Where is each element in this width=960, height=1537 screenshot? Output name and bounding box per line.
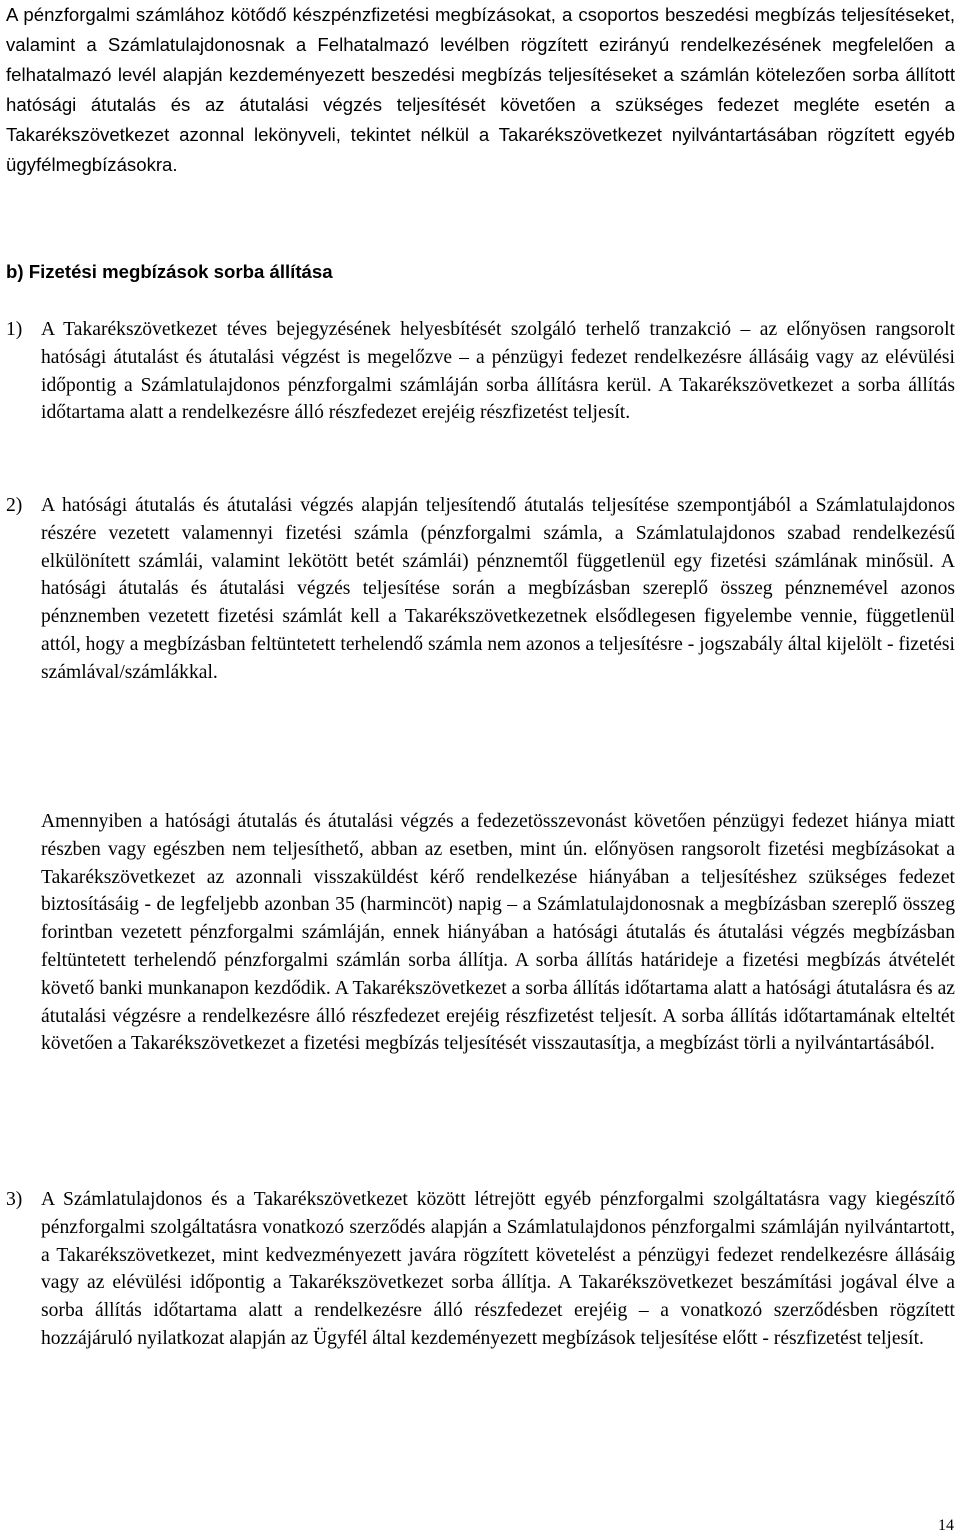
list-item-paragraph: Amennyiben a hatósági átutalás és átutalási végzés a fedezetösszevonást követően pénzügyi fedezet hiánya miatt részben vagy egészben nem teljesíthető, abban az esetben, mint ún. előnyösen rangsorolt fizetési megbízásokat a Takarékszövetkezet az azonnali visszaküldést kérő rendelkezése hiányában a teljesítéshez szükséges fedezet biztosításáig - de legfeljebb azonban 35 (harmincöt) napig – a Számlatulajdonosnak a megbízásban szereplő összeg forintban vezetett pénzforgalmi számláján, ennek hiányában a hatósági átutalás és átutalási végzés megbízásban feltüntetett terhelendő pénzforgalmi számlán sorba állítja. A sorba állítás határideje a fizetési megbízás átvételét követő banki munkanapon kezdődik. A Takarékszövetkezet a sorba állítás időtartama alatt a hatósági átutalásra és az átutalási végzésre a rendelkezésre álló részfedezet erejéig részfizetést teljesít. A sorba állítás időtartamának elteltét követően a Takarékszövetkezet a fizetési megbízás teljesítését visszautasítja, a megbízást törli a nyilvántartásából. [41,811,955,1055]
list-item-body [41,808,955,1058]
list-item-paragraph: A hatósági átutalás és átutalási végzés alapján teljesítendő átutalás teljesítése szempontjából a Számlatulajdonos részére vezetett valamennyi fizetési számla (pénzforgalmi számla, a Számlatulajdonos szabad rendelkezésű elkülönített számlái, valamint lekötött betét számlái) pénznemtől függetlenül egy fizetési számlának minősül. A hatósági átutalás és átutalási végzés teljesítése során a megbízásban szereplő összeg pénznemével azonos pénznemben vezetett fizetési számlát kell a Takarékszövetkezetnek elsődlegesen figyelembe vennie, függetlenül attól, hogy a megbízásban feltüntetett terhelendő számla nem azonos a teljesítésre - jogszabály által kijelölt - fizetési számlával/számlákkal. [41,495,955,683]
list-item-number: 2) [6,495,23,516]
list-item-body [41,316,955,427]
list-item-number: 1) [6,319,23,340]
list-item-1 [6,316,955,427]
list-item-3 [6,1186,955,1353]
list-item-number: 3) [6,1189,23,1210]
list-item-paragraph: A Takarékszövetkezet téves bejegyzésének helyesbítését szolgáló terhelő tranzakció – az előnyösen rangsorolt hatósági átutalást és átutalási végzést is megelőzve – a pénzügyi fedezet rendelkezésre állásáig vagy az elévülési időpontig a Számlatulajdonos pénzforgalmi számláján sorba állításra kerül. A Takarékszövetkezet a sorba állítás időtartama alatt a rendelkezésre álló részfedezet erejéig részfizetést teljesít. [41,319,955,424]
section-heading: b) Fizetési megbízások sorba állítása [6,261,333,282]
list-item-body [41,1186,955,1353]
list-item-2 [6,492,955,687]
page-number: 14 [938,1517,954,1534]
list-item-body [41,492,955,687]
intro-paragraph: A pénzforgalmi számlához kötődő készpénzfizetési megbízásokat, a csoportos beszedési megbízás teljesítéseket, valamint a Számlatulajdonosnak a Felhatalmazó levélben rögzített ezirányú rendelkezésének megfelelően a felhatalmazó levél alapján kezdeményezett beszedési megbízás teljesítéseket a számlán kötelezően sorba állított hatósági átutalás és az átutalási végzés teljesítését követően a szükséges fedezet megléte esetén a Takarékszövetkezet azonnal lekönyveli, tekintet nélkül a Takarékszövetkezet nyilvántartásában rögzített egyéb ügyfélmegbízásokra. [6,4,955,175]
list-item-paragraph: A Számlatulajdonos és a Takarékszövetkezet között létrejött egyéb pénzforgalmi szolgáltatásra vagy kiegészítő pénzforgalmi szolgáltatásra vonatkozó szerződés alapján a Számlatulajdonos pénzforgalmi számláján nyilvántartott, a Takarékszövetkezet, mint kedvezményezett javára rögzített követelést a pénzügyi fedezet rendelkezésre állásáig vagy az elévülési időpontig a Takarékszövetkezet sorba állítja. A Takarékszövetkezet beszámítási jogával élve a sorba állítás időtartama alatt a rendelkezésre álló részfedezet erejéig – a vonatkozó szerződésben rögzített hozzájáruló nyilatkozat alapján az Ügyfél által kezdeményezett megbízások teljesítése előtt - részfizetést teljesít. [41,1189,955,1349]
list-item-2-continuation [6,808,955,1058]
